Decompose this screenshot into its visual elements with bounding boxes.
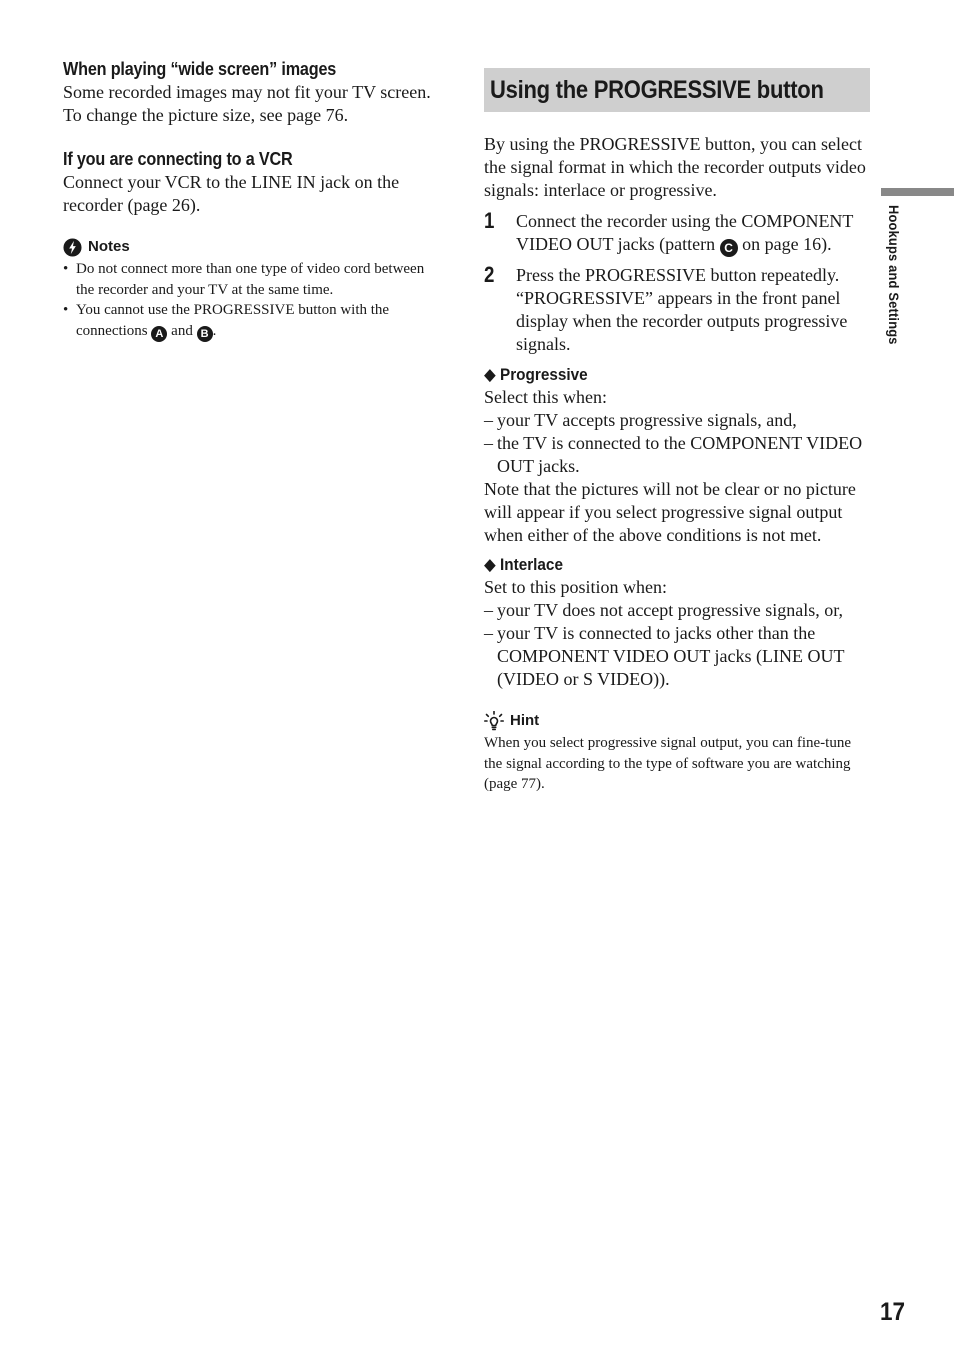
- progressive-heading: ◆ Progressive: [484, 365, 588, 384]
- step-text: Connect the recorder using the COMPONENT VIDEO OUT jacks (pattern C on page 16).: [516, 211, 854, 255]
- connection-b-badge: B: [197, 326, 213, 342]
- pattern-c-badge: C: [720, 239, 738, 257]
- hint-text: When you select progressive signal output, you can fine-tune the signal according to the type of software you are watching (page 77).: [484, 735, 851, 792]
- list-item: – your TV is connected to jacks other than the COMPONENT VIDEO OUT jacks (LINE OUT (VIDEO or S VIDEO)).: [484, 623, 845, 689]
- list-item: – your TV does not accept progressive signals, or,: [484, 600, 844, 620]
- intro-text: By using the PROGRESSIVE button, you can select the signal format in which the recorder outputs video signals: interlace or progressive.: [484, 134, 866, 200]
- section-banner: [484, 68, 870, 112]
- section-tab-label: Hookups and Settings: [886, 205, 902, 345]
- page-number: 17: [880, 1298, 906, 1326]
- progressive-list: [484, 409, 870, 478]
- vcr-text: Connect your VCR to the LINE IN jack on the recorder (page 26).: [63, 172, 400, 215]
- notes-heading: [63, 237, 443, 257]
- section-title: Using the PROGRESSIVE button: [490, 75, 824, 104]
- notes-icon: [63, 238, 82, 257]
- progressive-lead: Select this when:: [484, 387, 607, 407]
- right-column: [484, 68, 870, 795]
- section-tab-bar: [881, 188, 954, 196]
- note-item: • You cannot use the PROGRESSIVE button with the connections A and B .: [63, 302, 390, 340]
- lightbulb-icon: [484, 711, 504, 731]
- notes-list: [63, 259, 443, 342]
- wide-screen-heading: When playing “wide screen” images: [63, 59, 337, 79]
- list-item: – the TV is connected to the COMPONENT VIDEO OUT jacks.: [484, 433, 863, 476]
- step-text: Press the PROGRESSIVE button repeatedly. “PROGRESSIVE” appears in the front panel display when the recorder outputs progressive signals.: [516, 265, 848, 354]
- notes-label: Notes: [88, 238, 130, 255]
- list-item: – your TV accepts progressive signals, and,: [484, 410, 797, 430]
- connection-a-badge: A: [151, 326, 167, 342]
- step-2: [484, 264, 870, 356]
- left-column: [63, 57, 443, 342]
- wide-screen-text: Some recorded images may not fit your TV screen. To change the picture size, see page 76.: [63, 82, 431, 125]
- hint-label: Hint: [510, 712, 540, 729]
- progressive-note: Note that the pictures will not be clear or no picture will appear if you select progressive signal output when either of the above conditions is not met.: [484, 479, 856, 545]
- hint-heading: [484, 711, 870, 731]
- interlace-heading: ◆ Interlace: [484, 555, 563, 574]
- note-item: • Do not connect more than one type of video cord between the recorder and your TV at the same time.: [63, 261, 425, 298]
- step-number: 2: [484, 262, 495, 287]
- step-1: [484, 210, 870, 257]
- vcr-heading: If you are connecting to a VCR: [63, 149, 293, 169]
- step-number: 1: [484, 208, 495, 233]
- interlace-list: [484, 599, 870, 691]
- interlace-lead: Set to this position when:: [484, 577, 668, 597]
